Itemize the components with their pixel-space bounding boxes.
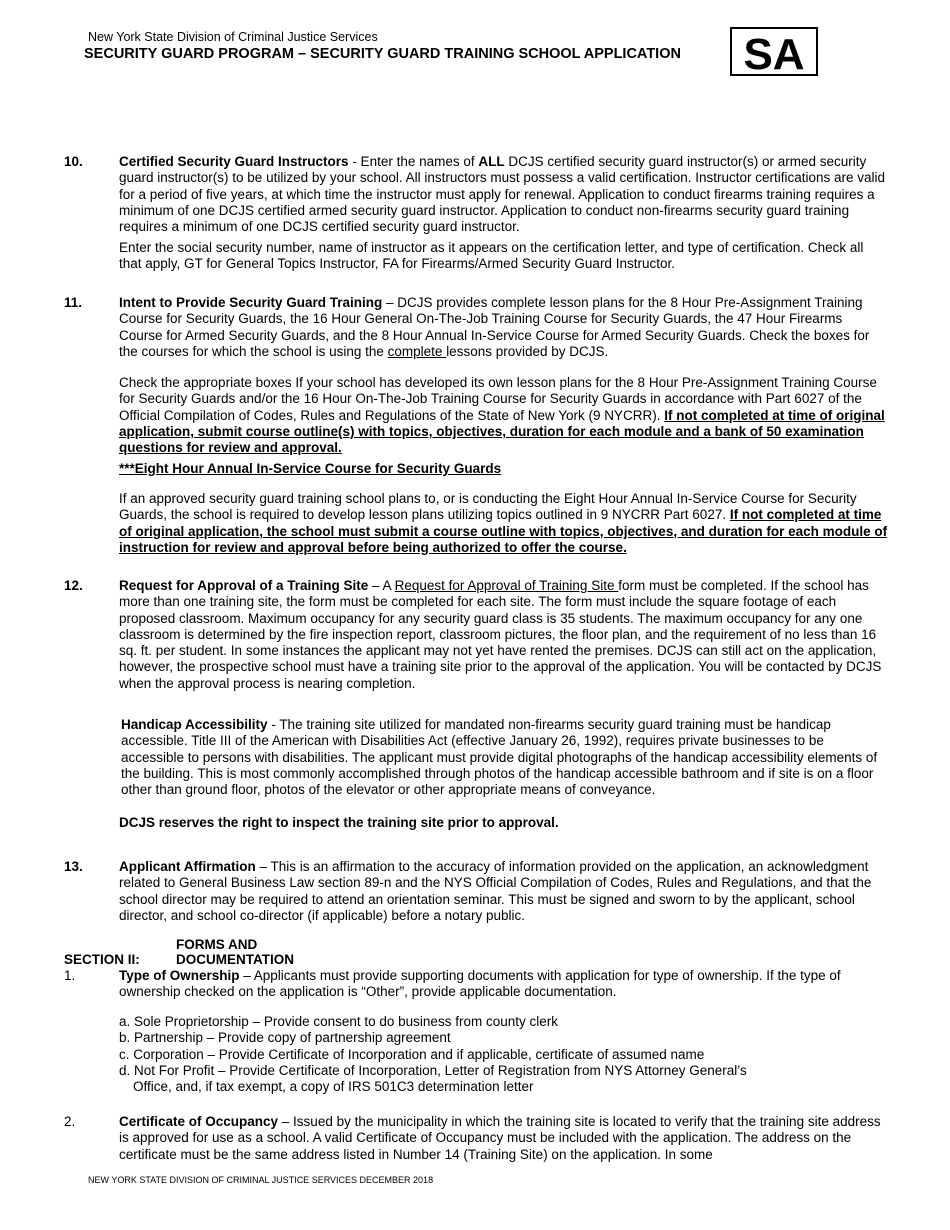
list-item: Office, and, if tax exempt, a copy of IRS 501C3 determination letter: [133, 1079, 534, 1095]
item-11-subheading: ***Eight Hour Annual In-Service Course for Security Guards: [119, 461, 502, 476]
item-11-paragraph-2: Check the appropriate boxes If your school has developed its own lesson plans for the 8 Hour Pre-Assignment Training Course for Security Guards and/or the 16 Hour On-The-Job Training Course for Security Guards in accordance with Part 6027 of the Official Compilation of Codes, Rules and Regulations of the State of New York (9 NYCRR). If not completed at time of original application, submit course outline(s) with topics, objectives, duration for each module and a bank of 50 examination questions for review and approval.: [119, 375, 885, 456]
handicap-heading: Handicap Accessibility: [121, 717, 268, 732]
item-11-number: 11.: [64, 295, 83, 310]
item-10-number: 10.: [64, 154, 83, 169]
list-item: c. Corporation – Provide Certificate of Incorporation and if applicable, certificate of assumed name: [119, 1046, 705, 1062]
training-site-form-link: Request for Approval of Training Site: [394, 578, 619, 593]
item-10-heading: Certified Security Guard Instructors: [119, 154, 349, 169]
section-2-item-1-paragraph: Type of Ownership – Applicants must provide supporting documents with application for type of ownership. If the type of ownership checked on the application is “Other”, provide applicable documentation.: [119, 968, 841, 1000]
ownership-heading: Type of Ownership: [119, 968, 240, 983]
item-10-paragraph: Certified Security Guard Instructors - Enter the names of ALL DCJS certified security guard instructor(s) or armed security guard instructor(s) to be utilized by your school. All instructors must possess a valid certification. Instructor certifications are valid for a period of five years, at which time the instructor must apply for renewal. Application to conduct firearms training requires a minimum of one DCJS certified armed security guard instructor. Application to conduct non-firearms security guard training requires a minimum of one DCJS certified security guard instructor.: [119, 154, 886, 235]
ownership-list: [119, 1014, 747, 1095]
list-item: b. Partnership – Provide copy of partnership agreement: [119, 1030, 451, 1046]
occupancy-heading: Certificate of Occupancy: [119, 1114, 279, 1129]
footer: NEW YORK STATE DIVISION OF CRIMINAL JUSTICE SERVICES DECEMBER 2018: [88, 1175, 434, 1185]
item-13-number: 13.: [64, 859, 83, 874]
section-2-item-2-number: 2.: [64, 1114, 76, 1129]
section-2-item-1-number: 1.: [64, 968, 76, 983]
item-10-paragraph-2: Enter the social security number, name of instructor as it appears on the certification letter, and type of certification. Check all that apply, GT for General Topics Instructor, FA for Firearms/Armed Security Guard Instructor.: [119, 240, 864, 272]
item-12-number: 12.: [64, 578, 83, 593]
item-12-paragraph: Request for Approval of a Training Site – A Request for Approval of Training Site form must be completed. If the school has more than one training site, the form must be completed for each site. The form must include the square footage of each proposed classroom. Maximum occupancy for any security guard class is 35 students. The maximum occupancy for any one classroom is determined by the fire inspection report, classroom pictures, the floor plan, and the requirement of no less than 16 sq. ft. per student. In some instances the applicant may not yet have rented the premises. DCJS can still act on the application, however, the prospective school must have a training site prior to the approval of the application. You will be contacted by DCJS when the approval process is nearing completion.: [119, 578, 882, 691]
agency-name: New York State Division of Criminal Justice Services: [88, 30, 378, 44]
page-title: SECURITY GUARD PROGRAM – SECURITY GUARD TRAINING SCHOOL APPLICATION: [84, 46, 681, 62]
inspection-notice: DCJS reserves the right to inspect the training site prior to approval.: [119, 815, 559, 830]
item-13-paragraph: Applicant Affirmation – This is an affirmation to the accuracy of information provided on the application, an acknowledgment related to General Business Law section 89-n and the NYS Official Compilation of Codes, Rules and Regulations, and that the school director may be required to attend an orientation seminar. This must be signed and sworn to by the applicant, school director, and school co-director (if applicable) before a notary public.: [119, 859, 872, 923]
section-2-item-2-paragraph: Certificate of Occupancy – Issued by the municipality in which the training site is located to verify that the training site address is approved for use as a school. A valid Certificate of Occupancy must be included with the application. The address on the certificate must be the same address listed in Number 14 (Training Site) on the application. In some: [119, 1114, 881, 1162]
item-11-heading: Intent to Provide Security Guard Training: [119, 295, 383, 310]
item-13-heading: Applicant Affirmation: [119, 859, 256, 874]
item-11-paragraph: Intent to Provide Security Guard Training – DCJS provides complete lesson plans for the 8 Hour Pre-Assignment Training Course for Security Guards, the 16 Hour General On-The-Job Training Course for Security Guards, the 47 Hour Firearms Course for Armed Security Guards, and the 8 Hour Annual In-Service Course for Armed Security Guards. Check the boxes for the courses for which the school is using the complete lessons provided by DCJS.: [119, 295, 870, 359]
handicap-paragraph: Handicap Accessibility - The training site utilized for mandated non-firearms security guard training must be handicap accessible. Title III of the American with Disabilities Act (effective January 26, 1992), requires private businesses to be accessible to persons with disabilities. The applicant must provide digital photographs of the handicap accessibility elements of the building. This is most commonly accomplished through photos of the handicap accessible bathroom and if site is on a floor other than ground floor, photos of the elevator or other appropriate means of conveyance.: [121, 717, 878, 798]
list-item: a. Sole Proprietorship – Provide consent to do business from county clerk: [119, 1014, 558, 1029]
form-code-box: SA: [730, 27, 818, 76]
list-item: d. Not For Profit – Provide Certificate of Incorporation, Letter of Registration from NYS Attorney General’s: [119, 1062, 747, 1078]
section-2-heading: SECTION II:FORMS AND DOCUMENTATION: [64, 937, 294, 967]
item-12-heading: Request for Approval of a Training Site: [119, 578, 369, 593]
item-11-paragraph-3: If an approved security guard training school plans to, or is conducting the Eight Hour Annual In-Service Course for Security Guards, the school is required to develop lesson plans utilizing topics outlined in 9 NYCRR Part 6027. If not completed at time of original application, the school must submit a course outline with topics, objectives, and duration for each module of instruction for review and approval before being authorized to offer the course.: [119, 491, 888, 555]
